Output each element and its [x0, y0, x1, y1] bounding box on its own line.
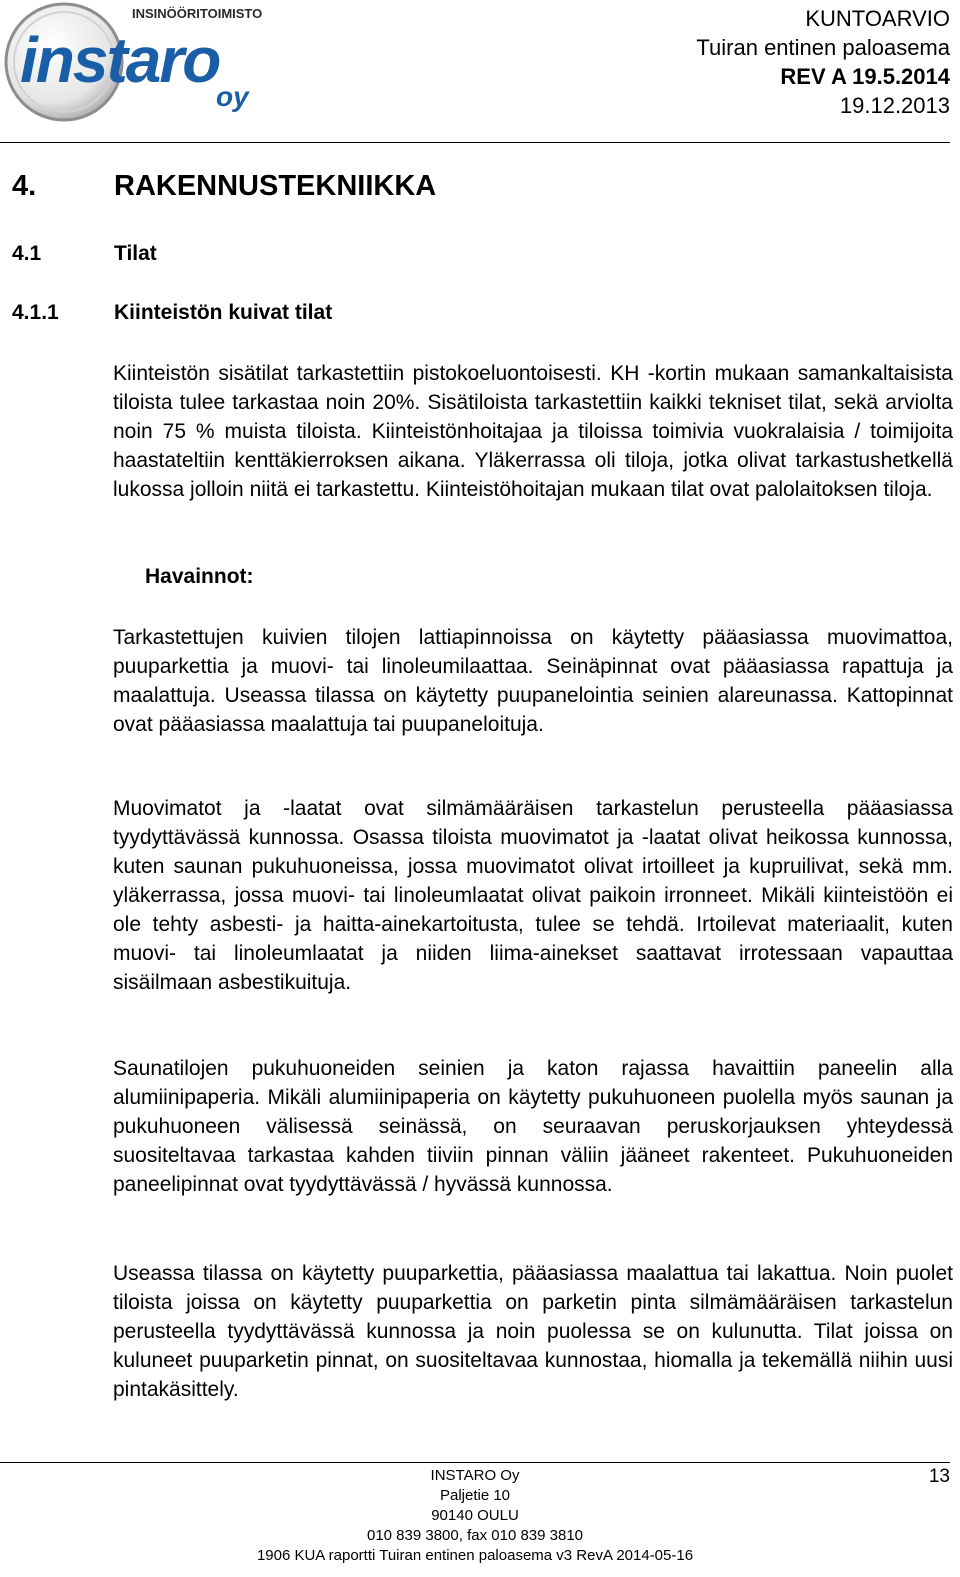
section-number: 4.1	[12, 242, 42, 265]
document-header-info	[696, 4, 950, 120]
section-title: Tilat	[114, 242, 157, 265]
logo-company-top: INSINÖÖRITOIMISTO	[132, 6, 263, 21]
instaro-logo-graphic	[2, 0, 264, 126]
body-paragraph: Useassa tilassa on käytetty puuparkettia, pääasiassa maalattua tai lakattua. Noin puolet tiloista joissa on käytetty puuparkettia on parketin pinta silmämääräisen tarkastelun perusteella tyydyttävässä kunnossa ja noin puolessa se on kulunutta. Tilat joissa on kuluneet puuparketin pinnat, on suositeltavaa kunnostaa, hiomalla ja tekemällä niihin uusi pintakäsittely.	[113, 1262, 953, 1401]
body-paragraph: Tarkastettujen kuivien tilojen lattiapinnoissa on käytetty pääasiassa muovimattoa, puuparkettia ja muovi- tai linoleumilaattaa. Seinäpinnat ovat pääasiassa rapattuja ja maalattuja. Useassa tilassa on käytetty puupanelointia seinien alareunassa. Kattopinnat ovat pääasiassa maalattuja tai puupaneloituja.	[113, 626, 953, 736]
doc-date: 19.12.2013	[839, 93, 950, 118]
footer-phone: 010 839 3800, fax 010 839 3810	[366, 1527, 584, 1544]
header-divider	[0, 142, 950, 143]
body-paragraph: Saunatilojen pukuhuoneiden seinien ja katon rajassa havaittiin paneelin alla alumiinipaperia. Mikäli alumiinipaperia on käytetty pukuhuoneen puolella myös saunan ja pukuhuoneen välisessä seinässä, on seuraavan peruskorjauksen yhteydessä suositeltavaa tarkastaa kahden tiiviin pinnan väliin jääneet rakenteet. Pukuhuoneiden paneelipinnat ovat tyydyttävässä / hyvässä kunnossa.	[113, 1057, 953, 1196]
observations-heading: Havainnot:	[145, 565, 254, 588]
doc-type: KUNTOARVIO	[805, 6, 950, 31]
footer-postal: 90140 OULU	[431, 1507, 519, 1524]
logo-brand: instaro	[20, 24, 220, 96]
section-number: 4.	[12, 170, 37, 202]
company-logo	[2, 0, 264, 126]
section-title: Kiinteistön kuivat tilat	[114, 301, 333, 324]
doc-subject: Tuiran entinen paloasema	[696, 35, 950, 60]
section-number: 4.1.1	[12, 301, 59, 324]
footer-document: 1906 KUA raportti Tuiran entinen paloasema v3 RevA 2014-05-16	[256, 1547, 694, 1564]
section-heading-2	[12, 242, 612, 270]
footer-company: INSTARO Oy	[430, 1467, 520, 1484]
footer-street: Paljetie 10	[439, 1487, 511, 1504]
logo-suffix: oy	[216, 81, 249, 112]
page-footer	[0, 1466, 950, 1566]
intro-paragraph: Kiinteistön sisätilat tarkastettiin pistokoeluontoisesti. KH -kortin mukaan samankaltaisista tiloista tulee tarkastaa noin 20%. Sisätiloista tarkastettiin kaikki tekniset tilat, sekä arviolta noin 75 % muista tiloista. Kiinteistönhoitajaa ja tiloissa toimivia vuokralaisia / toimijoita haastateltiin kenttäkierroksen aikana. Yläkerrassa oli tiloja, jotka olivat tarkastushetkellä lukossa jolloin niitä ei tarkastettu. Kiinteistöhoitajan mukaan tilat ovat palolaitoksen tiloja.	[113, 362, 953, 501]
footer-divider	[0, 1462, 950, 1463]
page-number: 13	[928, 1466, 950, 1487]
section-heading-1	[12, 170, 612, 206]
section-title: RAKENNUSTEKNIIKKA	[114, 170, 437, 202]
doc-revision: REV A 19.5.2014	[780, 64, 950, 89]
body-paragraph: Muovimatot ja -laatat ovat silmämääräisen tarkastelun perusteella pääasiassa tyydyttävässä kunnossa. Osassa tiloista muovimatot ja -laatat olivat heikossa kunnossa, kuten saunan pukuhuoneissa, jossa muovimatot olivat irtoilleet ja kupruilivat, sekä mm. yläkerrassa, jossa muovi- tai linoleumlaatat olivat paikoin irronneet. Mikäli kiinteistöön ei ole tehty asbesti- ja haitta-ainekartoitusta, tulee se tehdä. Irtoilevat materiaalit, kuten muovi- tai linoleumlaatat ja niiden liima-ainekset saattavat irrotessaan vapauttaa sisäilmaan asbestikuituja.	[113, 797, 953, 994]
section-heading-3	[12, 301, 612, 329]
